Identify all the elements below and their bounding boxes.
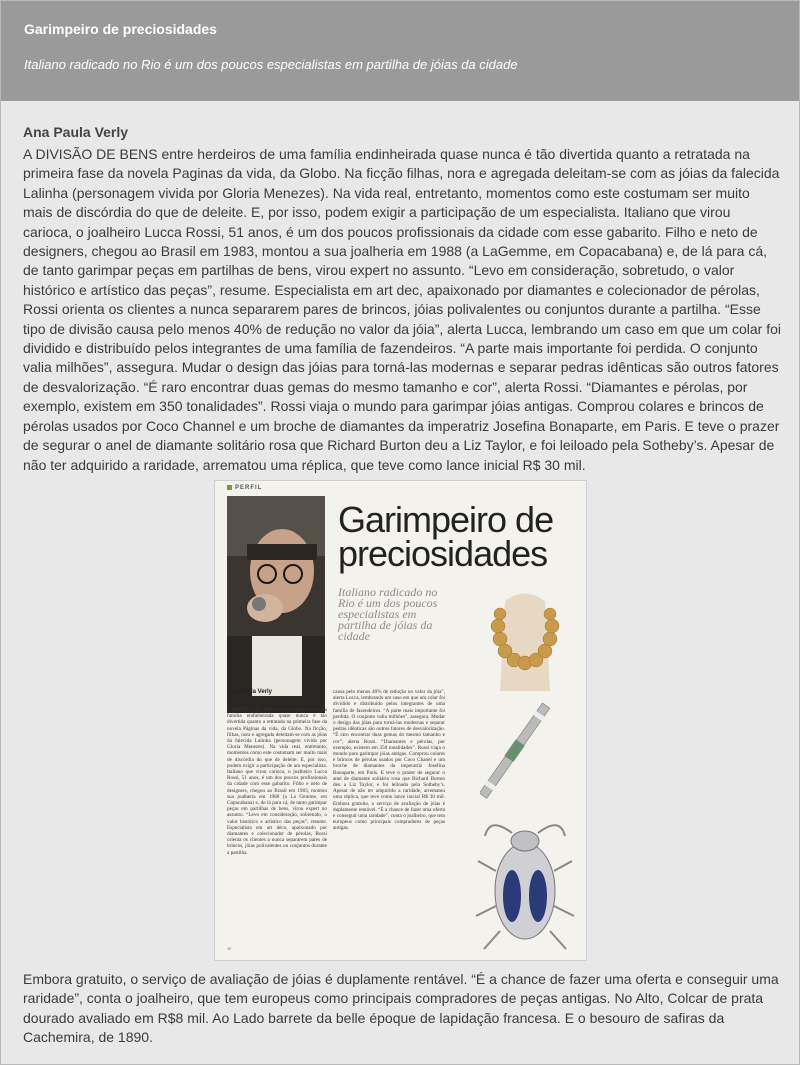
article-title: Garimpeiro de preciosidades (24, 21, 217, 37)
sapphire-beetle-photo (470, 811, 580, 956)
clipping-section-label: PERFIL (227, 485, 262, 491)
barrette-photo (480, 696, 550, 806)
article-author: Ana Paula Verly (23, 124, 129, 140)
magazine-clipping-image (214, 480, 587, 961)
article-subtitle: Italiano radicado no Rio é um dos poucos especialistas em partilha de jóias da cidade (24, 57, 518, 72)
article-body: A DIVISÃO DE BENS entre herdeiros de uma família endinheirada quase nunca é tão divertida quanto a retratada na primeira fase da novela Paginas da vida, da Globo. Na ficção filhas, nora e agregada deleitam-se com as jóias da falecida Lalinha (personagem vivida por Gloria Menezes). Na vida real, entretanto, momentos como este costumam ser muito mais de discórdia do que de deleite. E, por isso, podem exigir a participação de um especialista. Italiano que virou carioca, o joalheiro Lucca Rossi, 51 anos, é um dos poucos profissionais da cidade com esse gabarito. Filho e neto de designers, chegou ao Brasil em 1983, montou a sua joalheria em 1988 (a LaGemme, em Copacabana) e, de lá para cá, de tanto garimpar peças em partilhas de bens, virou expert no assunto. “Levo em consideração, sobretudo, o valor histórico e artístico das peças”, resume. Especialista em art dec, apaixonado por diamantes e colecionador de pérolas, Rossi orienta os clientes a nunca separarem pares de brincos, jóias polivalentes ou conjuntos durante a partilha. “Esse tipo de divisão causa pelo menos 40% de redução no valor da jóia”, alerta Lucca, lembrando um caso em que um colar foi dividido e distribuído pelos integrantes de uma família de fazendeiros. “A parte mais importante foi perdida. O conjunto valia milhões”, assegura. Mudar o design das jóias para torná-las modernas e separar pedras idênticas são outros fatores de desvalorização. “É raro encontrar duas gemas do mesmo tamanho e cor”, alerta Rossi. “Diamantes e pérolas, por exemplo, existem em 350 tonalidades”. Rossi viaja o mundo para garimpar jóias antigas. Comprou colares e brincos de pérolas usados por Coco Channel e um broche de diamantes da imperatriz Josefina Bonaparte, em Paris. E teve o prazer de segurar o anel de diamante solitário rosa que Richard Burton deu a Liz Taylor, e foi leiloado pela Sotheby’s. Apesar de não ter adquirido a raridade, arrematou uma réplica, que teve como lance inicial R$ 30 mil. (23, 146, 781, 473)
clipping-column-1: A DIVISÃO DE BENS entre herdeiros de uma família endinheirada quase nunca é tão divertida quanto a retratada na primeira fase da novela Páginas da vida, da Globo. Na ficção, filhas, nora e agregada deleitam-se com as jóias da falecida Lalinha (personagem vivida por Gloria Menezes). Na vida real, entretanto, momentos como este costumam ser muito mais de discórdia do que de deleite. E, por isso, podem exigir a participação de um especialista. Italiano que virou carioca, o joalheiro Lucca Rossi, 51 anos, é um dos poucos profissionais da cidade com esse gabarito. Filho e neto de designers, chegou ao Brasil em 1983, montou sua joalheria em 1988 (a La Gemme, em Copacabana) e, de lá para cá, de tanto garimpar peças em partilhas de bens, virou expert no assunto. “Levo em consideração, sobretudo, o valor histórico e artístico das peças”, resume. Especialista em art déco, apaixonado por diamantes e colecionador de pérolas, Rossi orienta os clientes a nunca separarem pares de brincos, jóias polivalentes ou conjuntos durante a partilha. (227, 707, 327, 856)
clipping-title (338, 499, 554, 574)
clipping-byline: Ana Paula Verly (227, 689, 273, 695)
clipping-deck: Italiano radicado no Rio é um dos poucos especialistas em partilha de jóias da cidade (338, 585, 438, 643)
clipping-column-2: causa pelo menos 40% de redução no valor da jóia”, alerta Lucca, lembrando um caso em que um colar foi dividido e distribuído pelos integrantes de uma família de fazendeiros. “A parte mais importante foi perdida. O conjunto valia milhões”, assegura. Mudar o design das jóias para torná-las modernas e separar pedras idênticas são outros fatores de desvalorização. “É raro encontrar duas gemas do mesmo tamanho e cor”, alerta Rossi. “Diamantes e pérolas, por exemplo, existem em 350 tonalidades”. Rossi viaja o mundo para garimpar jóias antigas. Comprou colares e brincos de pérolas usados por Coco Chanel e um broche de diamantes da imperatriz Josefina Bonaparte, em Paris. E teve o prazer de segurar o anel de diamante solitário rosa que Richard Burton deu a Liz Taylor, e foi leiloado pela Sotheby’s. Apesar de não ter adquirido a raridade, arrematou uma réplica, que teve como lance inicial R$ 30 mil. Embora gratuito, o serviço de avaliação de jóias é duplamente rentável. “É a chance de fazer uma oferta e conseguir uma raridade”, conta o joalheiro, que tem europeus como principais compradores de peças antigas. (333, 689, 445, 832)
clipping-page-number: 40 (227, 946, 231, 951)
jeweler-photo (227, 496, 325, 713)
clipping-title-line1: Garimpeiro de (338, 499, 554, 540)
article-closing-paragraph: Embora gratuito, o serviço de avaliação de jóias é duplamente rentável. “É a chance de fazer uma oferta e conseguir uma raridade”, conta o joalheiro, que tem europeus como principais compradores de peças antigas. No Alto, Colcar de prata dourado avaliado em R$8 mil. Ao Lado barrete da belle époque de lapidação francesa. E o besouro de safiras da Cachemira, de 1890. (23, 971, 779, 1046)
article-header (1, 1, 799, 101)
pearl-necklace-photo (470, 581, 580, 696)
clipping-title-line2: preciosidades (338, 533, 548, 574)
